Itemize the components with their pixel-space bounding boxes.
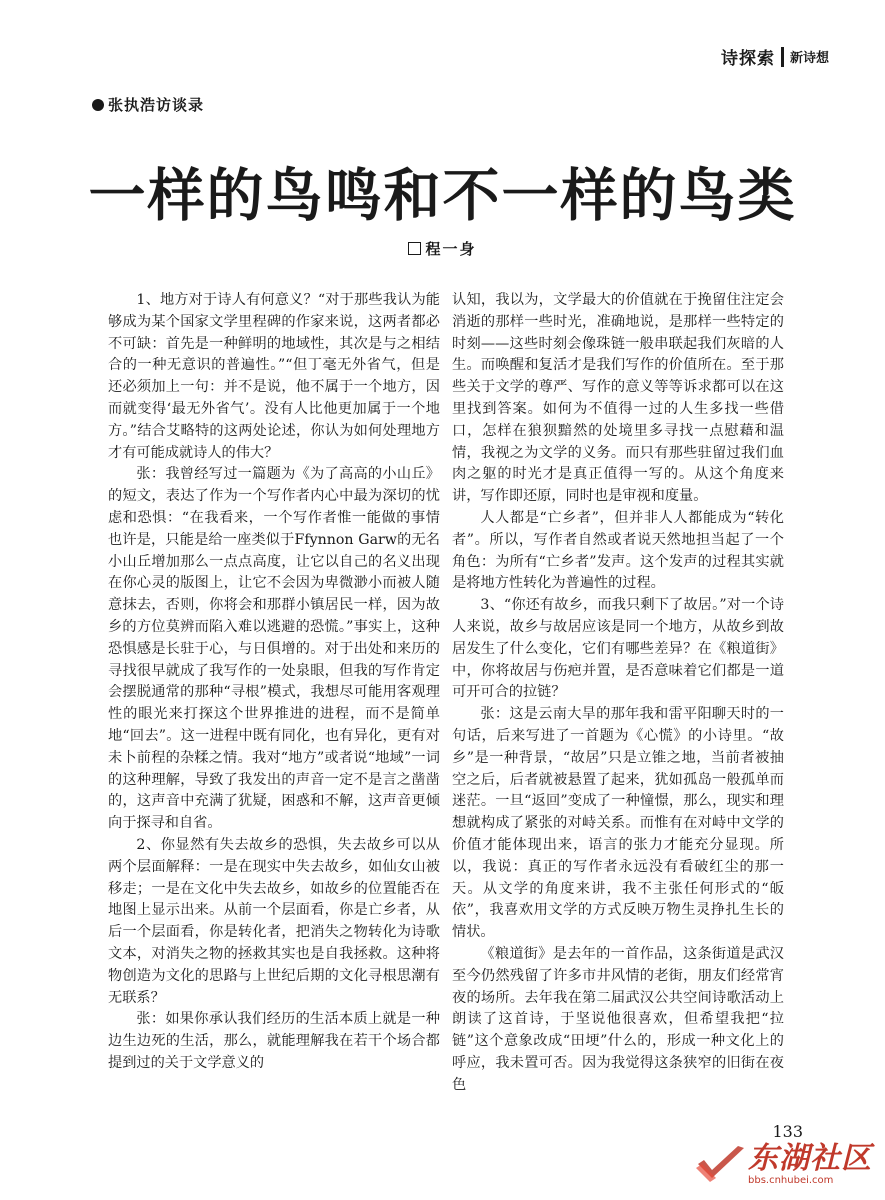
watermark-name: 东湖社区 — [748, 1140, 872, 1176]
checkmark-logo-icon — [694, 1142, 748, 1186]
page-number: 133 — [772, 1122, 803, 1141]
right-column — [452, 290, 784, 1130]
square-bullet-icon — [408, 242, 421, 255]
series-label-text: 张执浩访谈录 — [108, 96, 205, 114]
article-title: 一样的鸟鸣和不一样的鸟类 — [88, 162, 797, 229]
site-watermark — [694, 1142, 872, 1186]
paragraph: 张：如果你承认我们经历的生活本质上就是一种边生边死的生活，那么，就能理解我在若干个场合都提到过的关于文学意义的 — [108, 1011, 440, 1071]
column-header — [721, 44, 829, 69]
watermark-url: bbs.cnhubei.com — [748, 1174, 834, 1186]
left-column — [108, 290, 440, 1130]
paragraph: 2、你显然有失去故乡的恐惧，失去故乡可以从两个层面解释：一是在现实中失去故乡，如仙女山被移走；一是在文化中失去故乡，如故乡的位置能否在地图上显示出来。从前一个层面看，你是亡乡者，从后一个层面看，你是转化者，把消失之物转化为诗歌文本，对消失之物的拯救其实也是自我拯救。这种将物创造为文化的思路与上世纪后期的文化寻根思潮有无联系？ — [108, 836, 440, 1006]
header-divider — [781, 47, 784, 67]
byline — [0, 238, 885, 259]
paragraph: 3、“你还有故乡，而我只剩下了故居。”对一个诗人来说，故乡与故居应该是同一个地方，从故乡到故居发生了什么变化，它们有哪些差异？在《粮道街》中，你将故居与伤疤并置，是否意味着它们都是一道可开可合的拉链？ — [452, 597, 784, 701]
bullet-icon — [92, 99, 104, 111]
author-name: 程一身 — [425, 240, 477, 258]
paragraph-continued: 认知，我以为，文学最大的价值就在于挽留住注定会消逝的那样一些时光，准确地说，是那样一些特定的时刻——这些时刻会像珠链一般串联起我们灰暗的人生。而唤醒和复活才是我们写作的价值所在。至于那些关于文学的尊严、写作的意义等等诉求都可以在这里找到答案。如何为不值得一过的人生多找一些借口，怎样在狼狈黯然的处境里多寻找一点慰藉和温情，我视之为文学的义务。而只有那些驻留过我们血肉之躯的时光才是真正值得一写的。从这个角度来讲，写作即还原，同时也是审视和度量。 — [452, 292, 784, 505]
column-subcategory: 新诗想 — [789, 51, 829, 66]
paragraph: 《粮道街》是去年的一首作品，这条街道是武汉至今仍然残留了许多市井风情的老街，朋友们经常宵夜的场所。去年我在第二届武汉公共空间诗歌活动上朗读了这首诗，于坚说他很喜欢，但希望我把“拉链”这个意象改成“田埂”什么的，形成一种文化上的呼应，我未置可否。因为我觉得这条狭窄的旧街在夜色 — [452, 945, 784, 1093]
paragraph: 1、地方对于诗人有何意义？“对于那些我认为能够成为某个国家文学里程碑的作家来说，这两者都必不可缺：首先是一种鲜明的地域性，其次是与之相结合的一种无意识的普遍性。”“但丁毫无外省气，但是还必须加上一句：并不是说，他不属于一个地方，因而就变得‘最无外省气’。没有人比他更加属于一个地方。”结合艾略特的这两处论述，你认为如何处理地方才有可能成就诗人的伟大？ — [108, 292, 440, 461]
paragraph: 人人都是“亡乡者”，但并非人人都能成为“转化者”。所以，写作者自然或者说天然地担当起了一个角色：为所有“亡乡者”发声。这个发声的过程其实就是将地方性转化为普遍性的过程。 — [452, 509, 784, 592]
series-label — [92, 94, 204, 115]
paragraph: 张：我曾经写过一篇题为《为了高高的小山丘》的短文，表达了作为一个写作者内心中最为深切的忧虑和恐惧：“在我看来，一个写作者惟一能做的事情也许是，只能是给一座类似于Ffynnon Garw的无名小山丘增加那么一点点高度，让它以自己的名义出现在你心灵的版图上，让它不会因为卑微渺小而被人随意抹去，否则，你将会和那群小镇居民一样，因为故乡的方位莫辨而陷入难以逃避的恐慌。”事实上，这种恐惧感是长驻于心，与日俱增的。对于出处和来历的寻找很早就成了我写作的一处泉眼，但我的写作肯定会摆脱通常的那种“寻根”模式，我想尽可能用客观理性的眼光来打探这个世界推进的进程，而不是简单地“回去”。这一进程中既有同化，也有异化，更有对未卜前程的杂糅之情。我对“地方”或者说“地域”一词的这种理解，导致了我发出的声音一定不是言之凿凿的，这声音中充满了犹疑，困惑和不解，这声音更倾向于探寻和自省。 — [108, 466, 440, 832]
column-category: 诗探索 — [720, 49, 775, 69]
paragraph: 张：这是云南大旱的那年我和雷平阳聊天时的一句话，后来写进了一首题为《心慌》的小诗里。“故乡”是一种背景，“故居”只是立锥之地，当前者被抽空之后，后者就被悬置了起来，犹如孤岛一般孤单而迷茫。一旦“返回”变成了一种憧憬，那么，现实和理想就构成了紧张的对峙关系。而惟有在对峙中文学的价值才能体现出来，语言的张力才能充分显现。所以，我说：真正的写作者永远没有看破红尘的那一天。从文学的角度来讲，我不主张任何形式的“皈依”，我喜欢用文学的方式反映万物生灵挣扎生长的情状。 — [452, 706, 784, 941]
